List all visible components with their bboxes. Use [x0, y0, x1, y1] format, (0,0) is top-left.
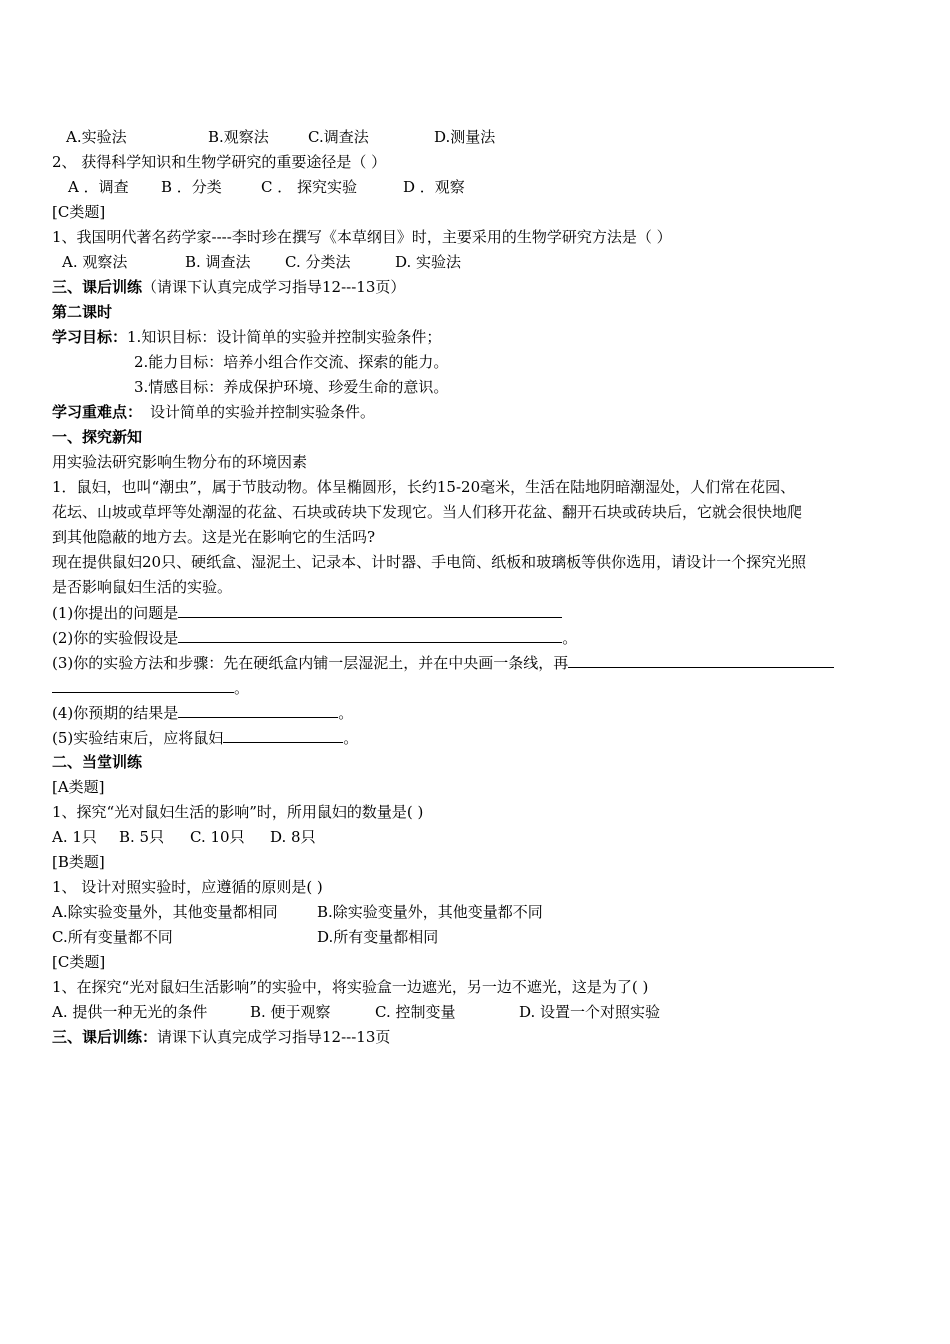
- fill-question-2: [52, 627, 577, 648]
- paragraph-1-line-1: 1．鼠妇，也叫“潮虫”，属于节肢动物。体呈椭圆形，长约15-20毫米，生活在陆地阴暗潮湿处，人们常在花园、: [52, 478, 796, 496]
- option-a: A. 1只: [52, 828, 97, 846]
- answer-blank[interactable]: [223, 727, 343, 743]
- learning-goals: [52, 327, 441, 347]
- answer-blank[interactable]: [178, 627, 562, 643]
- fill-label: (5)实验结束后，应将鼠妇: [52, 729, 224, 747]
- option-a: A.实验法: [66, 128, 127, 146]
- option-c: C. 10只: [190, 828, 245, 846]
- c-question-2: 1、在探究“光对鼠妇生活影响”的实验中，将实验盒一边遮光，另一边不遮光，这是为了( ): [52, 978, 649, 996]
- fill-label: (1)你提出的问题是: [52, 604, 179, 622]
- fill-question-1: [52, 602, 562, 623]
- practice-heading: 二、当堂训练: [52, 753, 143, 771]
- a-question-1-options: [52, 827, 316, 847]
- answer-blank[interactable]: [178, 702, 338, 718]
- option-c: C. 控制变量: [375, 1003, 456, 1021]
- paragraph-1-line-3: 到其他隐蔽的地方去。这是光在影响它的生活吗?: [52, 528, 376, 546]
- option-d: D. 8只: [270, 828, 316, 846]
- option-d: D. 设置一个对照实验: [519, 1003, 661, 1021]
- option-c: C.所有变量都不同: [52, 928, 173, 946]
- key-text: 设计简单的实验并控制实验条件。: [150, 403, 376, 421]
- option-a: A. 提供一种无光的条件: [52, 1003, 208, 1021]
- fill-label: (4)你预期的结果是: [52, 704, 179, 722]
- fill-question-3-cont: [52, 677, 249, 698]
- option-d: D ．观察: [403, 178, 465, 196]
- after-class-note: （请课下认真完成学习指导12---13页）: [142, 278, 406, 296]
- option-b: B. 调查法: [185, 253, 251, 271]
- lesson-title: 第二课时: [52, 303, 113, 321]
- period: 。: [338, 704, 354, 722]
- fill-label: (3)你的实验方法和步骤：先在硬纸盒内铺一层湿泥土，并在中央画一条线，再: [52, 654, 569, 672]
- paragraph-2-line-1: 现在提供鼠妇20只、硬纸盒、湿泥土、记录本、计时器、手电筒、纸板和玻璃板等供你选用，请设计一个探究光照: [52, 553, 807, 571]
- b-question-1: 1、 设计对照实验时，应遵循的原则是( ): [52, 878, 323, 896]
- fill-question-4: [52, 702, 353, 723]
- a-category-heading: [A类题]: [52, 778, 105, 796]
- a-question-1: 1、探究“光对鼠妇生活的影响”时，所用鼠妇的数量是( ): [52, 803, 424, 821]
- period: 。: [343, 729, 359, 747]
- c-category-heading: [C类题]: [52, 203, 106, 221]
- option-c: C. 分类法: [285, 253, 351, 271]
- option-d: D.测量法: [434, 128, 496, 146]
- answer-blank[interactable]: [568, 652, 834, 668]
- c-question-1-options: [62, 252, 461, 272]
- option-c: C.调查法: [308, 128, 369, 146]
- option-a: A.除实验变量外，其他变量都相同: [52, 903, 278, 921]
- option-b: B.除实验变量外，其他变量都不同: [317, 903, 543, 921]
- option-c: C ． 探究实验: [261, 178, 358, 196]
- period: 。: [234, 679, 250, 697]
- answer-blank[interactable]: [52, 677, 234, 693]
- question-2-options: [68, 177, 465, 197]
- answer-blank[interactable]: [178, 602, 562, 618]
- explore-subtitle: 用实验法研究影响生物分布的环境因素: [52, 453, 308, 471]
- key-points: [52, 402, 375, 422]
- option-d: D. 实验法: [395, 253, 462, 271]
- period: 。: [562, 629, 578, 647]
- fill-label: (2)你的实验假设是: [52, 629, 179, 647]
- b-question-1-options-row2: [52, 927, 438, 947]
- option-a: A ．调查: [68, 178, 129, 196]
- goal-3: 3.情感目标：养成保护环境、珍爱生命的意识。: [134, 378, 449, 396]
- question-2: 2、 获得科学知识和生物学研究的重要途径是（ ）: [52, 153, 387, 171]
- prev-question-options: [66, 127, 495, 147]
- option-b: B. 5只: [119, 828, 165, 846]
- goal-1: 1.知识目标：设计简单的实验并控制实验条件；: [127, 328, 442, 346]
- after-class-text: 请课下认真完成学习指导12---13页: [157, 1028, 391, 1046]
- goals-label: 学习目标：: [52, 328, 128, 346]
- section-heading: 三、课后训练：: [52, 1028, 158, 1046]
- after-class-training: [52, 277, 405, 297]
- option-a: A. 观察法: [62, 253, 128, 271]
- explore-heading: 一、探究新知: [52, 428, 143, 446]
- fill-question-5: [52, 727, 358, 748]
- section-heading: 三、课后训练: [52, 278, 143, 296]
- option-d: D.所有变量都相同: [317, 928, 439, 946]
- paragraph-1-line-2: 花坛、山坡或草坪等处潮湿的花盆、石块或砖块下发现它。当人们移开花盆、翻开石块或砖块后，它就会很快地爬: [52, 503, 803, 521]
- c-category-heading-2: [C类题]: [52, 953, 106, 971]
- option-b: B ．分类: [161, 178, 222, 196]
- key-label: 学习重难点：: [52, 403, 143, 421]
- option-b: B. 便于观察: [250, 1003, 331, 1021]
- goal-2: 2.能力目标：培养小组合作交流、探索的能力。: [134, 353, 449, 371]
- c-question-1: 1、我国明代著名药学家----李时珍在撰写《本草纲目》时，主要采用的生物学研究方法是（ ）: [52, 228, 672, 246]
- c-question-2-options: [52, 1002, 660, 1022]
- fill-question-3: [52, 652, 834, 673]
- after-class-training-2: [52, 1027, 390, 1047]
- b-category-heading: [B类题]: [52, 853, 105, 871]
- option-b: B.观察法: [208, 128, 269, 146]
- b-question-1-options-row1: [52, 902, 543, 922]
- paragraph-2-line-2: 是否影响鼠妇生活的实验。: [52, 578, 233, 596]
